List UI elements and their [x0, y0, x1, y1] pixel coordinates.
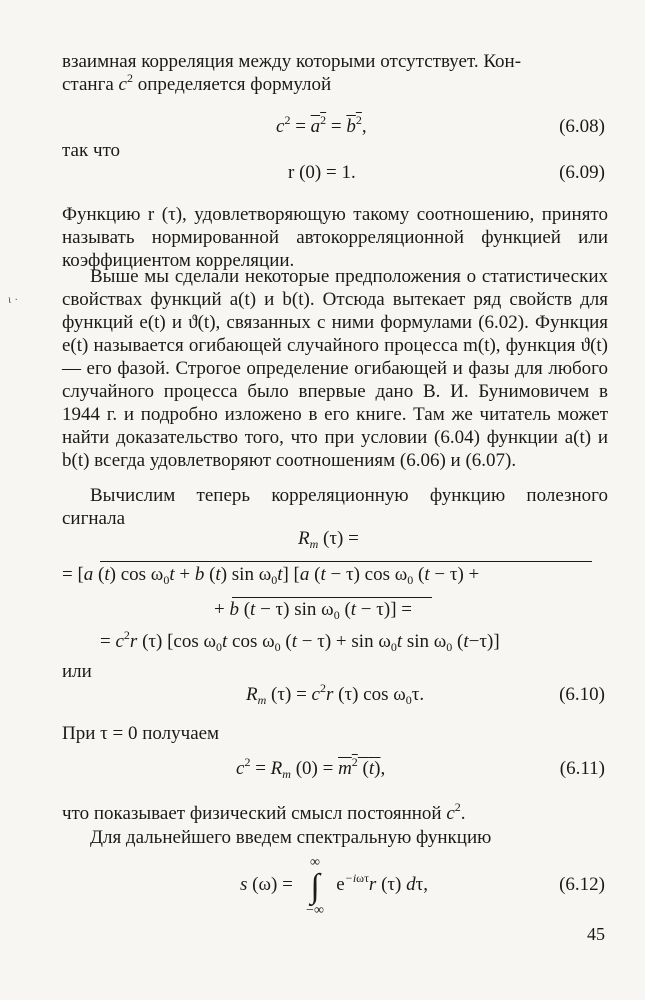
- equation-number-6-12: (6.12): [559, 874, 605, 895]
- equation-6-09: r (0) = 1.: [288, 162, 356, 183]
- equation-6-12: s $(\omega) = e^{-i\omega\tau}r$ (τ) dτ,: [240, 871, 428, 895]
- equation-6-11: $c^2 = R_m$ $(0) = m^2$ (t),: [236, 755, 386, 781]
- rm-line-3: = $c^2r$ (τ) [cos $\omega_0t$ $\cos \omega_0$ $(t - \tau) + \sin \omega_0t$ $\sin \omega_0$ (t−τ)]: [100, 628, 500, 654]
- rm-line-2: + b (t − τ) $\sin \omega_0$ (t − τ)] =: [214, 599, 413, 622]
- paragraph-6: Для дальнейшего введем спектральную функцию: [90, 827, 492, 848]
- rm-line-1: = [a (t) $\cos \omega_0t + b$ (t) $\sin \omega_0t$] [a (t − τ) $\cos \omega_0$ (t − τ) +: [62, 564, 480, 587]
- overline-bar-2: [232, 597, 432, 598]
- at-tau-zero-label: При τ = 0 получаем: [62, 723, 220, 744]
- paragraph-5: что показывает физический смысл постоянной $c^2$.: [62, 800, 466, 824]
- so-that-label: так что: [62, 140, 121, 161]
- equation-number-6-11: (6.11): [559, 758, 605, 779]
- integral-symbol: ∫: [310, 868, 320, 905]
- overline-bar-1: [100, 561, 592, 562]
- integral-sign: [300, 856, 330, 918]
- rm-head: $R_m$ (τ) =: [298, 528, 359, 551]
- equation-number-6-09: (6.09): [559, 162, 605, 183]
- paragraph-4: Вычислим теперь корреляционную функцию полезного сигнала: [62, 485, 608, 529]
- page-number: 45: [587, 924, 605, 944]
- integral-upper-limit: ∞: [310, 855, 320, 870]
- integral-lower-limit: −∞: [306, 903, 324, 918]
- paragraph-2: Функцию r (τ), удовлетворяющую такому соотношению, принято называть нормированной автокорреляционной функцией или коэффициентом корреляции.: [62, 204, 608, 271]
- equation-number-6-08: (6.08): [559, 116, 605, 137]
- paragraph-1-line-1: взаимная корреляция между которыми отсутствует. Кон-: [62, 51, 522, 72]
- paragraph-1-line-2: станга $c^2$ определяется формулой: [62, 71, 332, 95]
- margin-mark: ι ·: [8, 292, 19, 306]
- equation-number-6-10: (6.10): [559, 684, 605, 705]
- paragraph-3: Выше мы сделали некоторые предположения о статистических свойствах функций a(t) и b(t). Отсюда вытекает ряд свойств для функций e(t) и ϑ(t), связанных с ними формулами (6.02). Функция e(t) называется огибающей случайного процесса m(t), функция ϑ(t) — его фазой. Строгое определение огибающей и фазы для любого случайного процесса было впервые дано В. И. Бунимовичем в 1944 г. и подробно изложено в его книге. Там же читатель может найти доказательство того, что при условии (6.04) функции a(t) и b(t) всегда удовлетворяют соотношениям (6.06) и (6.07).: [62, 266, 608, 471]
- equation-6-10: $R_m$ $(\tau) = c^2r$ (τ) $\cos \omega_0\tau$.: [246, 681, 425, 707]
- equation-6-08: $c^2 = a^2 = b^2$,: [276, 113, 367, 137]
- or-label: или: [62, 661, 92, 682]
